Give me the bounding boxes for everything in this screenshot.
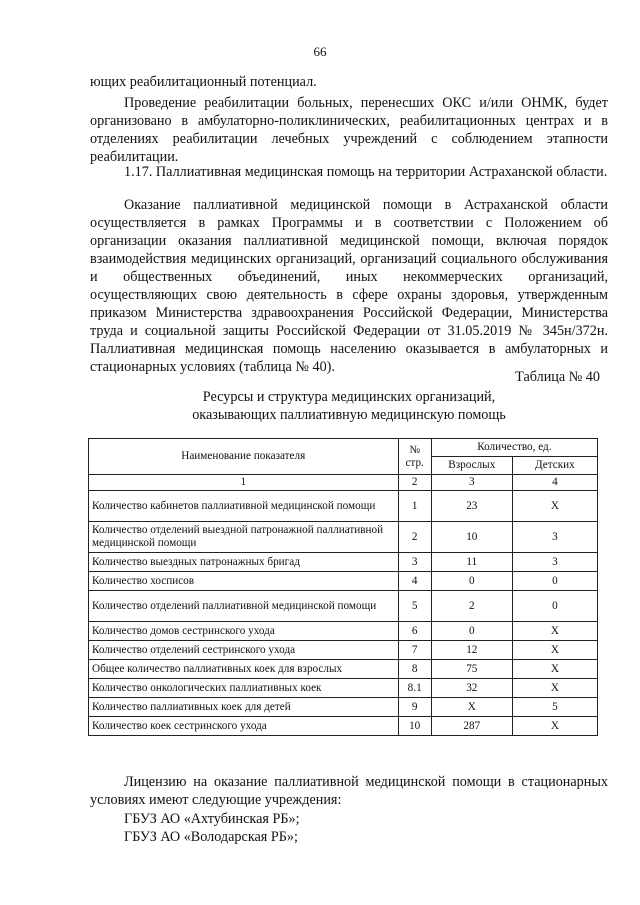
paragraph-license: Лицензию на оказание паллиативной медицинской помощи в стационарных условиях имеют следующие учреждения: <box>90 774 608 808</box>
table-row <box>89 553 598 572</box>
row-number: 2 <box>398 522 431 553</box>
table-row <box>89 572 598 591</box>
header-adults: Взрослых <box>431 457 512 475</box>
table-title-line-2: оказывающих паллиативную медицинскую помощь <box>192 407 506 423</box>
row-children-value: Х <box>512 622 597 641</box>
column-number-4: 4 <box>512 475 597 491</box>
row-adults-value: 32 <box>431 679 512 698</box>
row-children-value: Х <box>512 641 597 660</box>
row-name: Количество отделений сестринского ухода <box>89 641 399 660</box>
row-number: 1 <box>398 491 431 522</box>
row-adults-value: 11 <box>431 553 512 572</box>
row-name: Количество домов сестринского ухода <box>89 622 399 641</box>
table-row <box>89 522 598 553</box>
row-children-value: 0 <box>512 591 597 622</box>
row-number: 10 <box>398 717 431 736</box>
table-row <box>89 591 598 622</box>
row-number: 5 <box>398 591 431 622</box>
row-number: 3 <box>398 553 431 572</box>
row-number: 7 <box>398 641 431 660</box>
table-title <box>90 388 608 424</box>
row-name: Количество паллиативных коек для детей <box>89 698 399 717</box>
row-adults-value: 2 <box>431 591 512 622</box>
row-adults-value: 0 <box>431 622 512 641</box>
row-adults-value: 12 <box>431 641 512 660</box>
row-name: Количество отделений паллиативной медицинской помощи <box>89 591 399 622</box>
table-row <box>89 698 598 717</box>
paragraph-rehab-potential: ющих реабилитационный потенциал. <box>90 74 317 90</box>
header-line-number: № стр. <box>398 439 431 475</box>
table-row <box>89 641 598 660</box>
row-adults-value: Х <box>431 698 512 717</box>
row-children-value: Х <box>512 660 597 679</box>
row-adults-value: 0 <box>431 572 512 591</box>
row-name: Общее количество паллиативных коек для взрослых <box>89 660 399 679</box>
column-number-1: 1 <box>89 475 399 491</box>
section-heading-palliative: 1.17. Паллиативная медицинская помощь на территории Астраханской области. <box>124 164 608 180</box>
row-children-value: 5 <box>512 698 597 717</box>
table-row <box>89 622 598 641</box>
paragraph-palliative-care: Оказание паллиативной медицинской помощи в Астраханской области осуществляется в рамках Программы и в соответствии с Положением об организации оказания паллиативной медицинской помощи, включая порядок взаимодействия медицинских организаций, организаций социального обслуживания и общественных объединений, иных некоммерческих организаций, осуществляющих свою деятельность в сфере охраны здоровья, утвержденным приказом Министерства здравоохранения Российской Федерации, Министерства труда и социальной защиты Российской Федерации от 31.05.2019 № 345н/372н. Паллиативная медицинская помощь населению оказывается в амбулаторных и стационарных условиях (таблица № 40). <box>90 197 608 375</box>
palliative-resources-table <box>88 438 598 736</box>
table-title-line-1: Ресурсы и структура медицинских организаций, <box>202 389 496 405</box>
row-name: Количество хосписов <box>89 572 399 591</box>
table-row <box>89 717 598 736</box>
row-number: 4 <box>398 572 431 591</box>
row-adults-value: 287 <box>431 717 512 736</box>
institution-volodarsk: ГБУЗ АО «Володарская РБ»; <box>124 829 298 845</box>
row-adults-value: 23 <box>431 491 512 522</box>
column-number-3: 3 <box>431 475 512 491</box>
row-children-value: Х <box>512 679 597 698</box>
row-name: Количество коек сестринского ухода <box>89 717 399 736</box>
row-number: 9 <box>398 698 431 717</box>
row-name: Количество выездных патронажных бригад <box>89 553 399 572</box>
row-children-value: 3 <box>512 553 597 572</box>
row-adults-value: 10 <box>431 522 512 553</box>
header-indicator-name: Наименование показателя <box>89 439 399 475</box>
page-number: 66 <box>313 44 327 59</box>
row-children-value: 0 <box>512 572 597 591</box>
row-children-value: Х <box>512 491 597 522</box>
row-number: 6 <box>398 622 431 641</box>
header-children: Детских <box>512 457 597 475</box>
paragraph-rehabilitation: Проведение реабилитации больных, перенесших ОКС и/или ОНМК, будет организовано в амбулаторно-поликлинических, реабилитационных центрах и в отделениях реабилитации лечебных учреждений с соблюдением этапности реабилитации. <box>90 95 608 165</box>
row-name: Количество онкологических паллиативных коек <box>89 679 399 698</box>
row-children-value: 3 <box>512 522 597 553</box>
row-name: Количество отделений выездной патронажной паллиативной медицинской помощи <box>89 522 399 553</box>
table-label: Таблица № 40 <box>515 369 600 385</box>
column-number-2: 2 <box>398 475 431 491</box>
table-row <box>89 679 598 698</box>
row-number: 8 <box>398 660 431 679</box>
row-number: 8.1 <box>398 679 431 698</box>
table-row <box>89 660 598 679</box>
row-name: Количество кабинетов паллиативной медицинской помощи <box>89 491 399 522</box>
institution-akhtubinsk: ГБУЗ АО «Ахтубинская РБ»; <box>124 811 300 827</box>
header-quantity: Количество, ед. <box>431 439 597 457</box>
row-adults-value: 75 <box>431 660 512 679</box>
row-children-value: Х <box>512 717 597 736</box>
table-row <box>89 491 598 522</box>
